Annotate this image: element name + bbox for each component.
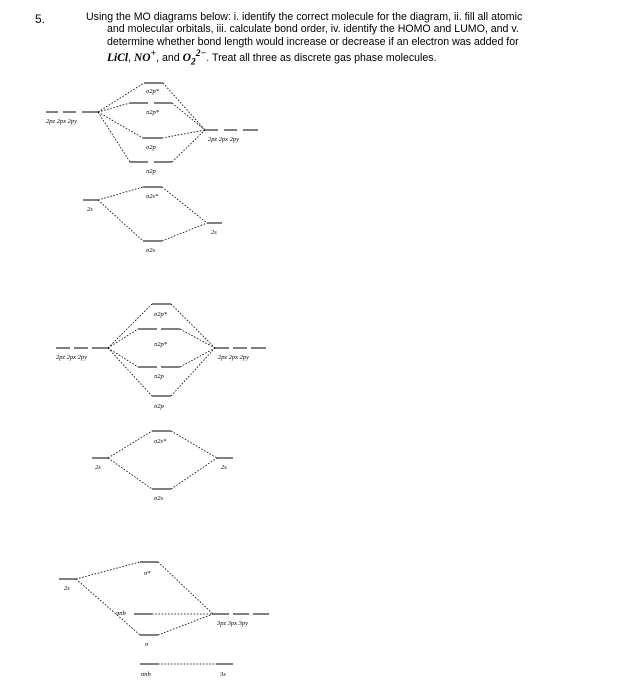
prompt-line-1: Using the MO diagrams below: i. identify the correct molecule for the diagram, ii. fill all atomic [86,11,523,23]
d1-pi2p-star-label: π2p* [146,109,160,116]
d2-left-2p-label: 2pz 2px 2py [56,354,88,361]
separator-2: , and [156,51,183,64]
prompt-line-2: and molecular orbitals, iii. calculate bond order, iv. identify the HOMO and LUMO, and v. [107,23,519,36]
mo-diagram-2 [56,304,266,502]
diagram-1-connectors [98,83,207,241]
d3-sigma-nb-label: σnb [141,671,151,678]
d2-left-2s-label: 2s [95,464,101,471]
d1-right-2p-label: 2pz 2px 2py [208,136,240,143]
d1-left-2p-label: 2pz 2px 2py [46,118,78,125]
d1-sigma2p-star-label: σ2p* [146,88,159,95]
d3-pi-nb-label: πnb [116,610,126,617]
d2-right-2s-label: 2s [221,464,227,471]
d3-sigma-label: σ [145,641,149,648]
diagram-3-connectors [76,562,216,664]
d2-pi2p-label: π2p [154,373,164,380]
d1-sigma2s-label: σ2s [146,247,155,254]
d3-right-3p-label: 3pz 3px 3py [217,620,249,627]
d2-sigma2s-label: σ2s [154,495,163,502]
d3-sigma-star-label: σ* [144,570,151,577]
prompt-tail: . Treat all three as discrete gas phase molecules. [206,51,437,64]
molecule-licl: LiCl [107,51,129,64]
d3-left-2s-label: 2s [64,585,70,592]
d1-pi2p-label: π2p [146,168,156,175]
d3-right-3s-label: 3s [220,671,226,678]
no-formula: NO [133,51,151,64]
d2-sigma2s-star-label: σ2s* [154,438,167,445]
o2-charge: 2− [195,47,207,59]
no-charge: + [150,47,157,59]
d2-pi2p-star-label: π2p* [154,341,168,348]
o2-formula: O [182,51,191,64]
mo-diagram-1 [46,83,258,254]
question-number: 5. [35,12,46,26]
d1-sigma2p-label: σ2p [146,144,156,151]
o2-subscript: 2 [190,56,196,68]
d2-sigma2p-label: σ2p [154,403,164,410]
prompt-line-3: determine whether bond length would increase or decrease if an electron was added for [107,35,519,48]
separator-1: , [128,51,134,64]
d2-right-2p-label: 2pz 2px 2py [218,354,250,361]
d1-left-2s-label: 2s [87,206,93,213]
d1-right-2s-label: 2s [211,229,217,236]
d2-sigma2p-star-label: σ2p* [154,311,167,318]
mo-diagram-3 [59,562,269,678]
d1-sigma2s-star-label: σ2s* [146,193,159,200]
